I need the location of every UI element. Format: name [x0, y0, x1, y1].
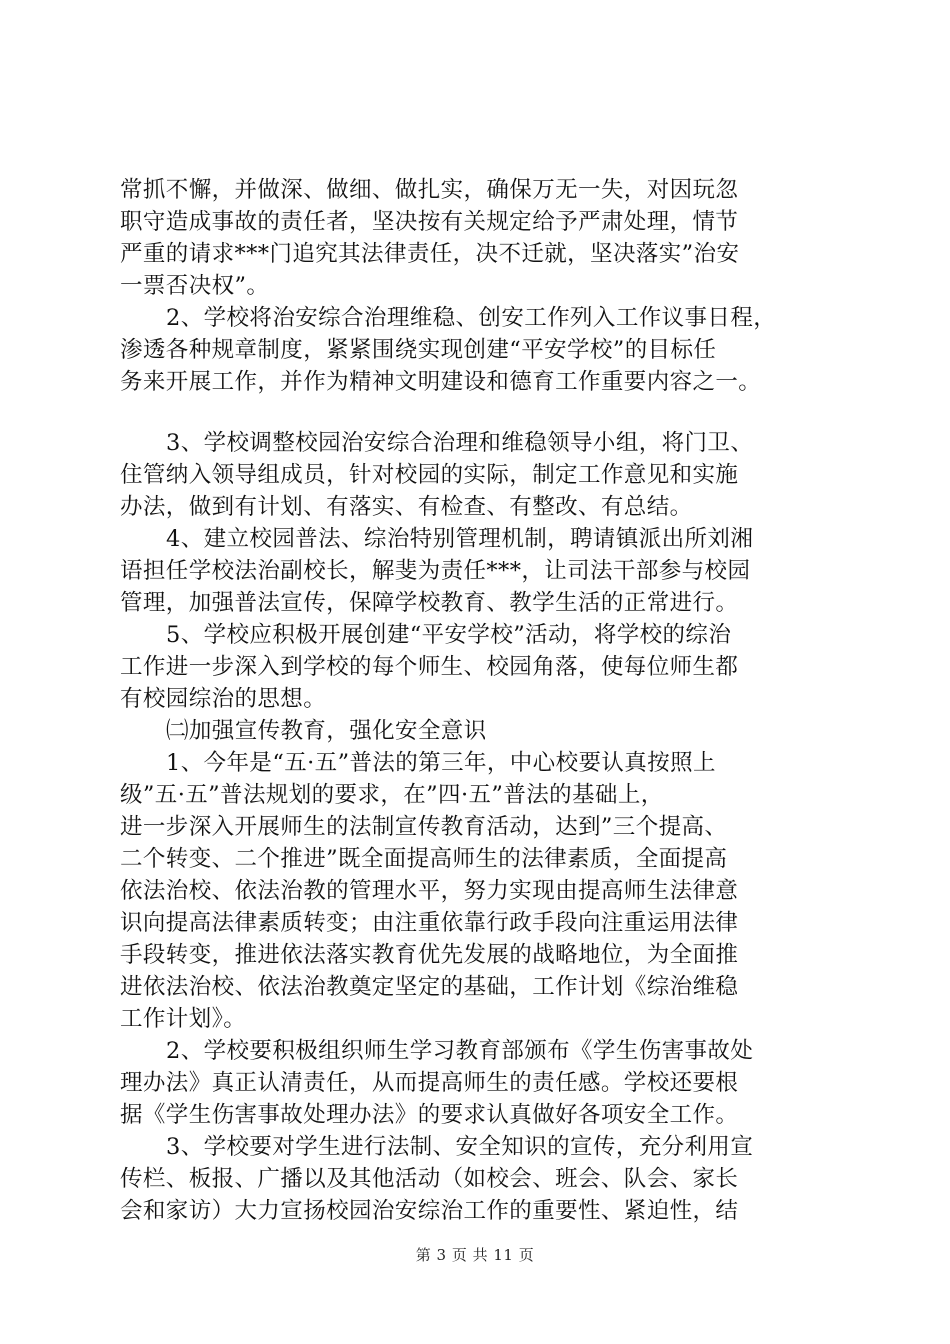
- text-line: 进依法治校、依法治教奠定坚定的基础，工作计划《综治维稳: [120, 974, 739, 1000]
- text-line: 4、建立校园普法、综治特别管理机制，聘请镇派出所刘湘: [166, 526, 754, 552]
- text-line: 工作计划》。: [120, 1006, 247, 1032]
- text-line: 5、学校应积极开展创建“平安学校”活动，将学校的综治: [166, 622, 732, 648]
- text-line: 语担任学校法治副校长，解斐为责任***，让司法干部参与校园: [120, 558, 751, 584]
- text-line: 1、今年是“五·五”普法的第三年，中心校要认真按照上: [166, 750, 716, 776]
- text-line: 管理，加强普法宣传，保障学校教育、教学生活的正常进行。: [120, 590, 739, 616]
- text-line: 职守造成事故的责任者，坚决按有关规定给予严肃处理，情节: [120, 209, 739, 235]
- text-line: 办法，做到有计划、有落实、有检查、有整改、有总结。: [120, 494, 693, 520]
- text-line: 识向提高法律素质转变；由注重依靠行政手段向注重运用法律: [120, 910, 739, 936]
- text-line: 渗透各种规章制度，紧紧围绕实现创建“平安学校”的目标任: [120, 337, 717, 363]
- text-line: 二个转变、二个推进”既全面提高师生的法律素质，全面提高: [120, 846, 728, 872]
- text-line: 住管纳入领导组成员，针对校园的实际，制定工作意见和实施: [120, 462, 739, 488]
- page-number: 第 3 页 共 11 页: [415, 1246, 535, 1264]
- text-line: 有校园综治的思想。: [120, 686, 327, 712]
- text-line: 严重的请求***门追究其法律责任，决不迁就，坚决落实”治安: [120, 241, 740, 267]
- text-line: 手段转变，推进依法落实教育优先发展的战略地位，为全面推: [120, 942, 739, 968]
- paragraph-gap: [120, 398, 832, 427]
- text-line: 3、学校要对学生进行法制、安全知识的宣传，充分利用宣: [166, 1134, 754, 1160]
- document-body: [120, 174, 832, 1227]
- text-line: 常抓不懈，并做深、做细、做扎实，确保万无一失，对因玩忽: [120, 177, 739, 203]
- text-line: 2、学校将治安综合治理维稳、创安工作列入工作议事日程，: [166, 305, 777, 331]
- text-line: 2、学校要积极组织师生学习教育部颁布《学生伤害事故处: [166, 1038, 754, 1064]
- text-line: 务来开展工作，并作为精神文明建设和德育工作重要内容之一。: [120, 369, 762, 395]
- text-line: 依法治校、依法治教的管理水平，努力实现由提高师生法律意: [120, 878, 739, 904]
- text-line: 传栏、板报、广播以及其他活动（如校会、班会、队会、家长: [120, 1166, 739, 1192]
- section-heading: ㈡加强宣传教育，强化安全意识: [166, 718, 487, 744]
- text-line: 工作进一步深入到学校的每个师生、校园角落，使每位师生都: [120, 654, 739, 680]
- text-line: 会和家访）大力宣扬校园治安综治工作的重要性、紧迫性，结: [120, 1198, 739, 1224]
- text-line: 据《学生伤害事故处理办法》的要求认真做好各项安全工作。: [120, 1102, 739, 1128]
- text-line: 理办法》真正认清责任，从而提高师生的责任感。学校还要根: [120, 1070, 739, 1096]
- text-line: 3、学校调整校园治安综合治理和维稳领导小组，将门卫、: [166, 430, 754, 456]
- text-line: 级”五·五”普法规划的要求，在”四·五”普法的基础上，: [120, 782, 664, 808]
- text-line: 一票否决权”。: [120, 273, 270, 299]
- text-line: 进一步深入开展师生的法制宣传教育活动，达到”三个提高、: [120, 814, 728, 840]
